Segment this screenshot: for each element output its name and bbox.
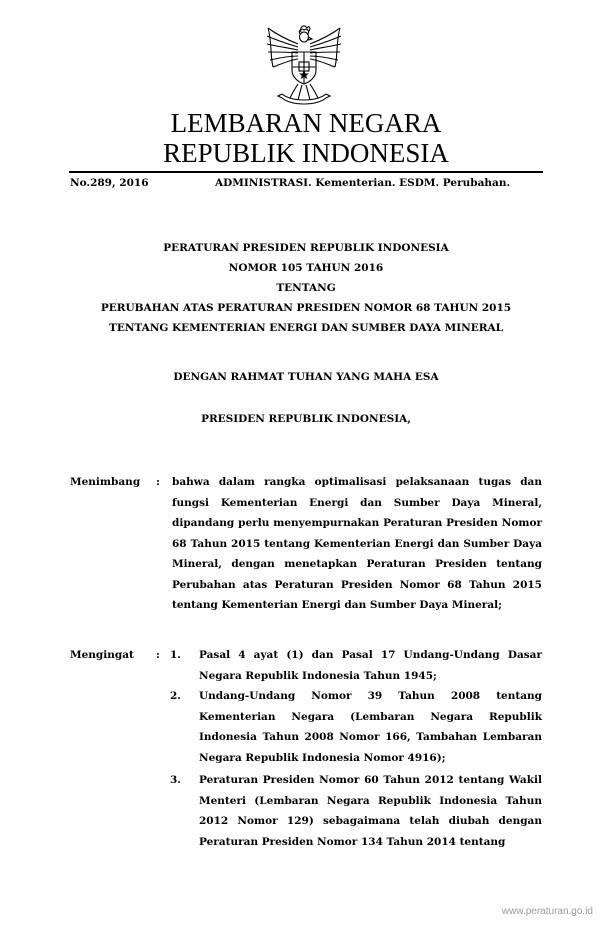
header-divider xyxy=(69,171,543,173)
regulation-line1: PERATURAN PRESIDEN REPUBLIK INDONESIA xyxy=(163,242,449,254)
garuda-emblem-icon xyxy=(264,22,344,106)
list-item xyxy=(170,770,542,854)
mengingat-label: Mengingat xyxy=(70,649,134,661)
list-item-text: Undang-Undang Nomor 39 Tahun 2008 tentang Kementerian Negara (Lembaran Negara Republik Indonesia Tahun 2008 Nomor 166, Tambahan Lembaran Negara Republik Indonesia Nomor 4916); xyxy=(199,690,542,764)
menimbang-text: bahwa dalam rangka optimalisasi pelaksanaan tugas dan fungsi Kementerian Energi dan Sumber Daya Mineral, dipandang perlu menyempurnakan Peraturan Presiden Nomor 68 Tahun 2015 tentang Kementerian Energi dan Sumber Daya Mineral, dengan menetapkan Peraturan Presiden tentang Perubahan atas Peraturan Presiden Nomor 68 Tahun 2015 tentang Kementerian Energi dan Sumber Daya Mineral; xyxy=(172,476,542,611)
gazette-number: No.289, 2016 xyxy=(70,177,149,189)
list-item xyxy=(170,686,542,770)
gazette-title-line2: REPUBLIK INDONESIA xyxy=(163,138,449,168)
list-item xyxy=(170,645,542,686)
footer-watermark: www.peraturan.go.id xyxy=(501,906,593,917)
mengingat-colon: : xyxy=(156,649,160,661)
president-statement: PRESIDEN REPUBLIK INDONESIA, xyxy=(201,413,411,425)
list-item-number: 2. xyxy=(170,690,181,702)
regulation-heading xyxy=(0,238,612,338)
list-item-number: 1. xyxy=(170,649,181,661)
regulation-line5: TENTANG KEMENTERIAN ENERGI DAN SUMBER DAYA MINERAL xyxy=(109,322,503,334)
gazette-title-line1: LEMBARAN NEGARA xyxy=(170,108,442,138)
regulation-line2: NOMOR 105 TAHUN 2016 xyxy=(228,262,384,274)
menimbang-label: Menimbang xyxy=(70,476,141,488)
menimbang-colon: : xyxy=(156,476,160,488)
grace-statement: DENGAN RAHMAT TUHAN YANG MAHA ESA xyxy=(173,371,439,383)
regulation-line4: PERUBAHAN ATAS PERATURAN PRESIDEN NOMOR 68 TAHUN 2015 xyxy=(100,302,512,314)
gazette-subject: ADMINISTRASI. Kementerian. ESDM. Perubahan. xyxy=(215,177,511,189)
regulation-line3: TENTANG xyxy=(276,282,336,294)
list-item-number: 3. xyxy=(170,774,181,786)
list-item-text: Peraturan Presiden Nomor 60 Tahun 2012 tentang Wakil Menteri (Lembaran Negara Republik Indonesia Tahun 2012 Nomor 129) sebagaimana telah diubah dengan Peraturan Presiden Nomor 134 Tahun 2014 tentang xyxy=(199,774,542,848)
list-item-text: Pasal 4 ayat (1) dan Pasal 17 Undang-Undang Dasar Negara Republik Indonesia Tahun 1945; xyxy=(199,649,542,682)
